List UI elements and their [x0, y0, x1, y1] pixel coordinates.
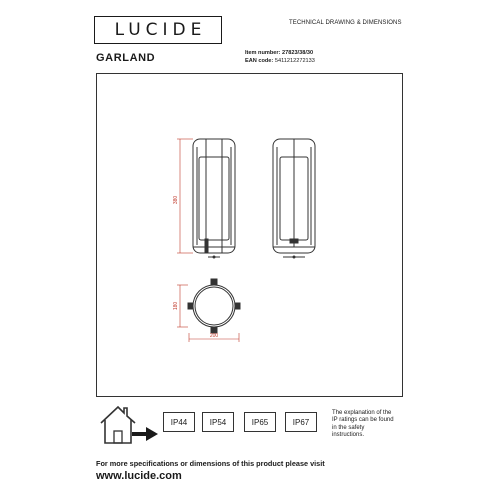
item-number-label: Item number:: [245, 50, 281, 56]
ip-explanation: [332, 410, 422, 439]
ip-note-line: instructions.: [332, 431, 365, 438]
item-number-value: 27823/38/30: [282, 50, 314, 56]
website-link[interactable]: www.lucide.com: [96, 470, 182, 482]
front-view: [193, 139, 235, 258]
top-view: [188, 279, 240, 333]
product-name: GARLAND: [96, 52, 156, 64]
more-info-text: For more specifications or dimensions of this product please visit: [96, 459, 325, 468]
ip-rating-box: IP67: [285, 412, 317, 432]
ip-rating-box: IP65: [244, 412, 276, 432]
house-icon: [96, 401, 162, 449]
ip-note-line: The explanation of the: [332, 410, 392, 416]
ean-row: [245, 58, 315, 64]
ip-note-line: in the safety: [332, 424, 365, 431]
document-type: TECHNICAL DRAWING & DIMENSIONS: [289, 20, 402, 26]
ip-rating-box: IP54: [202, 412, 234, 432]
ip-rating-box: IP44: [163, 412, 195, 432]
depth-label: 180: [173, 301, 179, 311]
height-dimension: [177, 139, 193, 253]
side-view: [273, 139, 315, 258]
ean-label: EAN code:: [245, 58, 274, 64]
ean-value: 5411212272133: [274, 58, 315, 64]
technical-drawing: [96, 73, 403, 397]
brand-logo: LUCIDE: [94, 16, 222, 44]
ip-note-line: IP ratings can be found: [332, 417, 394, 424]
height-label: 380: [173, 195, 179, 205]
item-number-row: [245, 50, 313, 56]
width-label: 200: [209, 333, 219, 339]
